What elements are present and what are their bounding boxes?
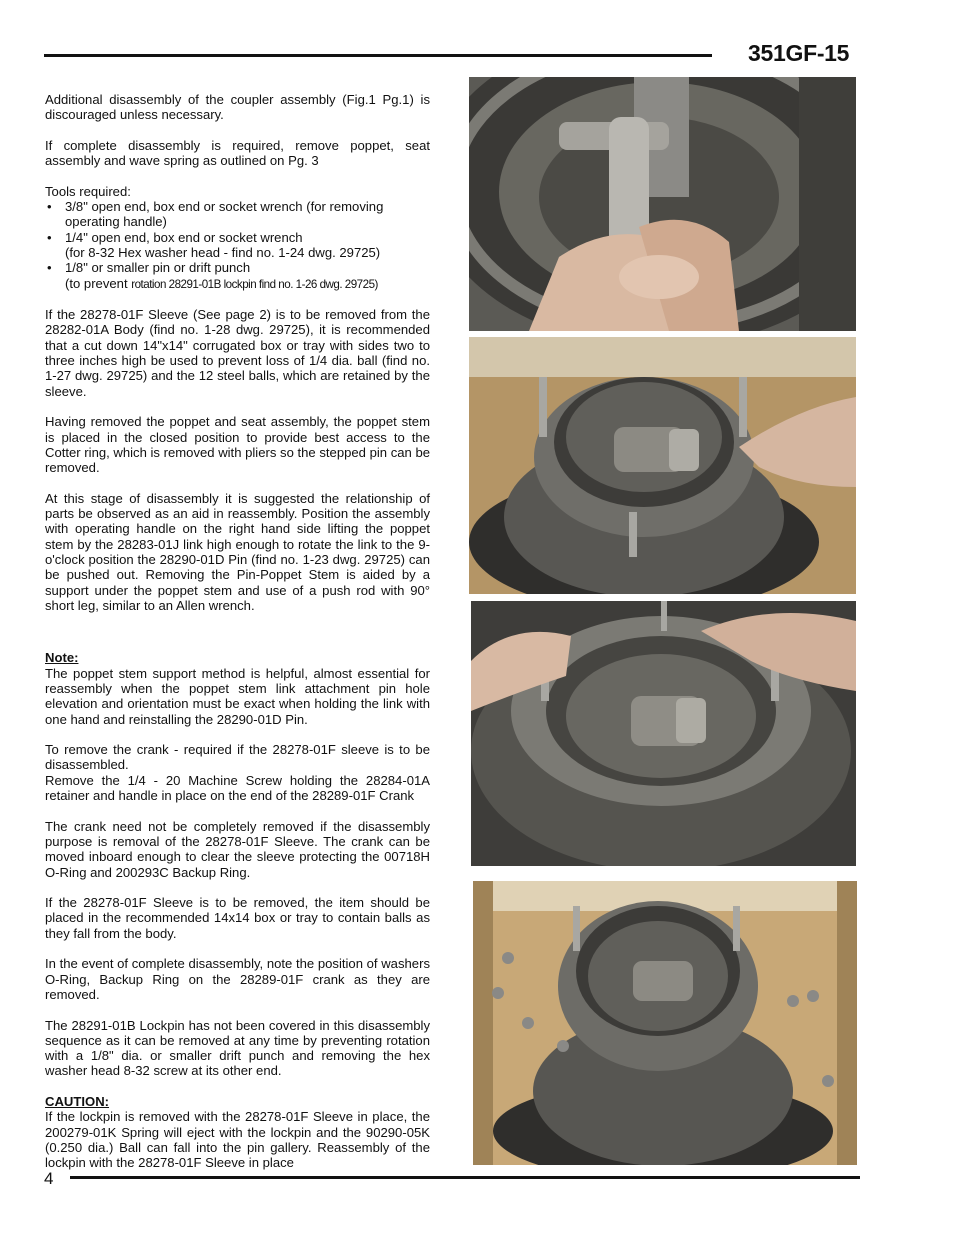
bullet-icon: •: [47, 199, 52, 215]
tool-line: 1/8" or smaller pin or drift punch: [65, 260, 251, 276]
paragraph: At this stage of disassembly it is suggested the relationship of parts be observed as an aid in reassembly. Position the assembly with operating handle on the right hand side lifting the poppet stem by the 28283-01J link high enough to rotate the link to the 9-o'clock position the 28290-01D Pin (find no. 1-23 dwg. 29725) can be pushed out. Removing the Pin-Poppet Stem is aided by a support under the poppet stem and use of a push rod with 90° short leg, similar to an Allen wrench.: [45, 490, 430, 613]
paragraph: The 28291-01B Lockpin has not been covered in this disassembly sequence as it can be removed at any time by preventing rotation with a 1/8" dia. or smaller drift punch and removing the hex washer head 8-32 screw at its other end.: [45, 1017, 430, 1079]
list-item: [45, 199, 430, 230]
header-rule: [44, 54, 712, 57]
photo-illustration: [473, 881, 857, 1165]
paragraph: Having removed the poppet and seat assembly, the poppet stem is placed in the closed position to provide best access to the Cotter ring, which is removed with pliers so the stepped pin can be removed.: [45, 414, 431, 476]
photo-lifting-sleeve: [471, 601, 856, 866]
tool-line: (for 8-32 Hex washer head - find no. 1-24 dwg. 29725): [65, 244, 381, 260]
photo-illustration: [471, 601, 856, 866]
bullet-icon: •: [47, 229, 52, 245]
paragraph-line: To remove the crank - required if the 28278-01F sleeve is to be disassembled.: [45, 742, 430, 773]
caution-text: If the lockpin is removed with the 28278-01F Sleeve in place, the 200279-01K Spring will eject with the lockpin and the 90290-05K (0.250 dia.) Ball can fall into the pin gallery. Reassembly of the lockpin with the 28278-01F Sleeve in place: [45, 1109, 430, 1171]
paragraph: In the event of complete disassembly, note the position of washers O-Ring, Backup Ring on the 28289-01F crank as they are removed.: [45, 956, 430, 1002]
document-id: 351GF-15: [748, 40, 850, 66]
bullet-icon: •: [47, 260, 52, 276]
paragraph: The crank need not be completely removed if the disassembly purpose is removal of the 28278-01F Sleeve. The crank can be moved inboard enough to clear the sleeve protecting the 00718H O-Ring and 200293C Backup Ring.: [45, 818, 430, 880]
paragraph-line: Remove the 1/4 - 20 Machine Screw holding the 28284-01A retainer and handle in place on the end of the 28289-01F Crank: [45, 772, 430, 804]
footer-rule: [70, 1176, 860, 1179]
list-item: [45, 260, 430, 292]
tools-label: Tools required:: [45, 183, 131, 199]
photo-handle-removal: [469, 77, 856, 331]
paragraph: If the 28278-01F Sleeve is to be removed, the item should be placed in the recommended 14x14 box or tray to contain balls as they fall from the body.: [45, 895, 430, 941]
list-item: [45, 230, 430, 261]
paragraph: If the 28278-01F Sleeve (See page 2) is to be removed from the 28282-01A Body (find no. 1-28 dwg. 29725), it is recommended that a cut down 14"x14" corrugated box or tray with sides two to three inches high be used to prevent loss of 1/4 dia. ball (find no. 1-27 dwg. 29725) and the 12 steel balls, which are retained by the sleeve.: [45, 307, 430, 399]
caution-block: [45, 1094, 430, 1170]
tool-line: operating handle): [65, 214, 167, 230]
note-block: [45, 650, 430, 726]
photo-housing-bolts: [469, 337, 856, 594]
tool-line-condensed: rotation 28291-01B lockpin find no. 1-26 dwg. 29725): [131, 277, 378, 291]
page-number: 4: [44, 1169, 54, 1188]
spacer: [45, 628, 430, 650]
tool-line: (to prevent: [65, 275, 132, 291]
body-text: [45, 92, 430, 1186]
tools-list: [45, 199, 430, 292]
tool-line: 1/4" open end, box end or socket wrench: [65, 229, 303, 245]
paragraph: Additional disassembly of the coupler assembly (Fig.1 Pg.1) is discouraged unless necessary.: [45, 92, 430, 123]
photo-illustration: [469, 337, 856, 594]
paragraph: If complete disassembly is required, remove poppet, seat assembly and wave spring as outlined on Pg. 3: [45, 137, 430, 169]
photo-balls-in-box: [473, 881, 857, 1165]
paragraph: [45, 742, 430, 803]
tool-line: 3/8" open end, box end or socket wrench (for removing: [65, 199, 384, 215]
caution-heading: CAUTION:: [45, 1094, 110, 1109]
photo-illustration: [469, 77, 856, 331]
note-text: The poppet stem support method is helpful, almost essential for reassembly when the poppet stem link attachment pin hole elevation and orientation must be exact when holding the link with one hand and reinstalling the 28290-01D Pin.: [45, 665, 430, 727]
note-heading: Note:: [45, 650, 79, 666]
